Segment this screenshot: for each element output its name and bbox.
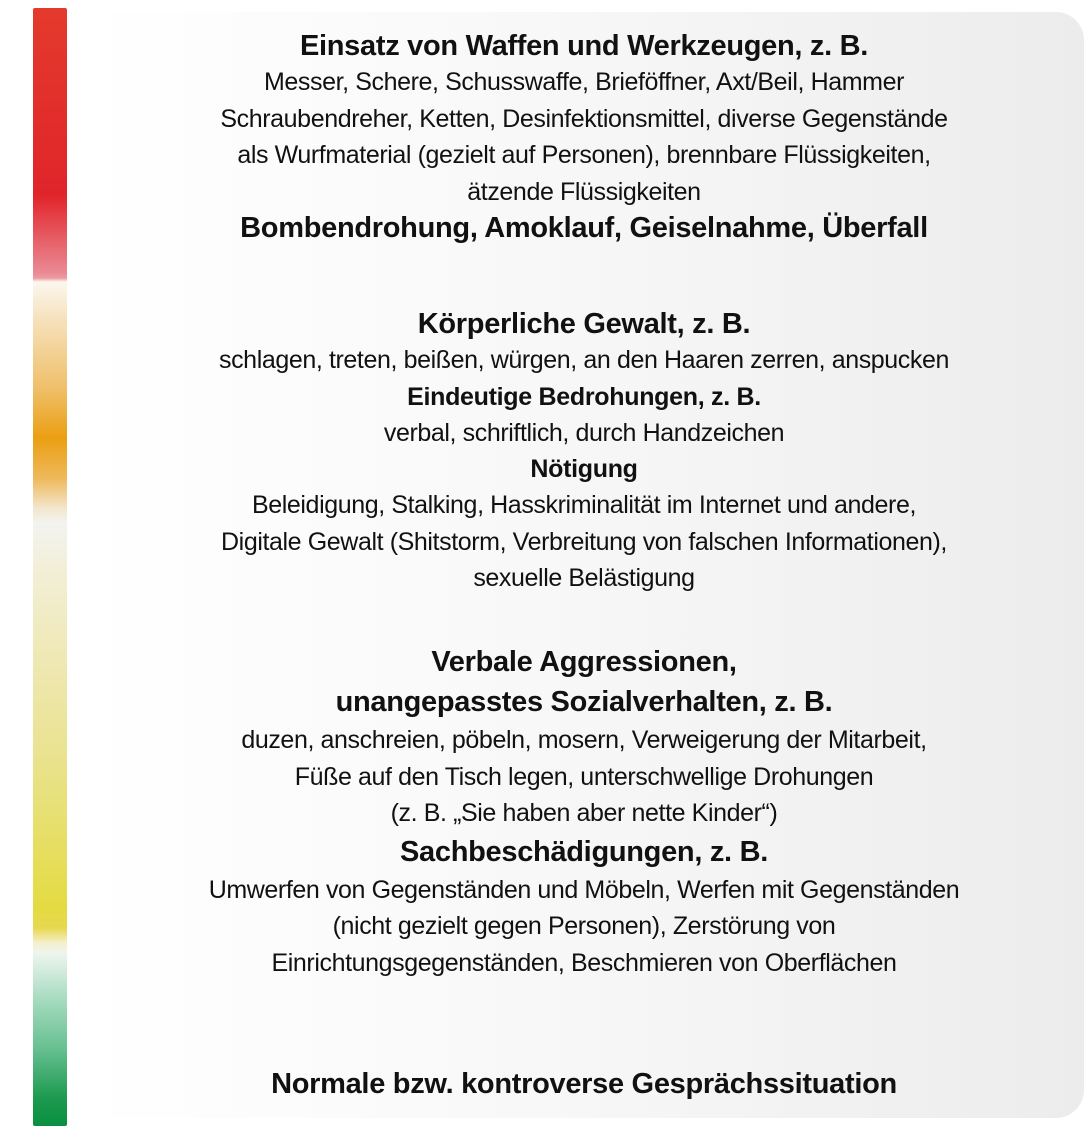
level-yellow-line: Einrichtungsgegenständen, Beschmieren von Oberflächen (271, 948, 897, 977)
level-yellow-heading: Verbale Aggressionen, (431, 646, 737, 678)
level-red-line: Schraubendreher, Ketten, Desinfektionsmittel, diverse Gegenstände (220, 104, 948, 133)
escalation-color-scale (33, 8, 67, 1126)
level-red-line: ätzende Flüssigkeiten (467, 177, 701, 206)
level-yellow-line: (z. B. „Sie haben aber nette Kinder“) (390, 799, 778, 827)
level-green (84, 1066, 1084, 1102)
level-red-heading: Einsatz von Waffen und Werkzeugen, z. B. (299, 30, 869, 62)
level-orange-line: Digitale Gewalt (Shitstorm, Verbreitung von falschen Informationen), (221, 527, 947, 556)
level-orange-line: sexuelle Belästigung (473, 564, 695, 592)
level-red-line: als Wurfmaterial (gezielt auf Personen), brennbare Flüssigkeiten, (237, 141, 931, 169)
level-red (84, 28, 1084, 246)
level-yellow-line: Füße auf den Tisch legen, unterschwellige Drohungen (294, 762, 874, 791)
level-orange-line: schlagen, treten, beißen, würgen, an den Haaren zerren, anspucken (218, 346, 950, 374)
level-yellow-heading: unangepasstes Sozialverhalten, z. B. (335, 686, 833, 718)
level-red-line: Messer, Schere, Schusswaffe, Brieföffner, Axt/Beil, Hammer (263, 68, 905, 96)
level-orange-heading: Körperliche Gewalt, z. B. (417, 308, 751, 340)
level-yellow-line: (nicht gezielt gegen Personen), Zerstörung von (332, 912, 836, 940)
level-orange-line: verbal, schriftlich, durch Handzeichen (383, 418, 785, 447)
level-yellow-heading-2: Sachbeschädigungen, z. B. (400, 835, 768, 868)
level-yellow-line: duzen, anschreien, pöbeln, mosern, Verweigerung der Mitarbeit, (241, 726, 927, 754)
level-orange-line: Beleidigung, Stalking, Hasskriminalität im Internet und andere, (251, 491, 917, 519)
level-orange-heading-3: Nötigung (530, 455, 638, 483)
level-yellow-line: Umwerfen von Gegenständen und Möbeln, Werfen mit Gegenständen (208, 875, 960, 904)
level-red-heading-2: Bombendrohung, Amoklauf, Geiselnahme, Überfall (240, 212, 928, 244)
level-green-heading: Normale bzw. kontroverse Gesprächssituation (271, 1068, 897, 1100)
level-orange-heading-2: Eindeutige Bedrohungen, z. B. (407, 382, 761, 411)
level-yellow (84, 642, 1084, 981)
level-orange (84, 306, 1084, 597)
